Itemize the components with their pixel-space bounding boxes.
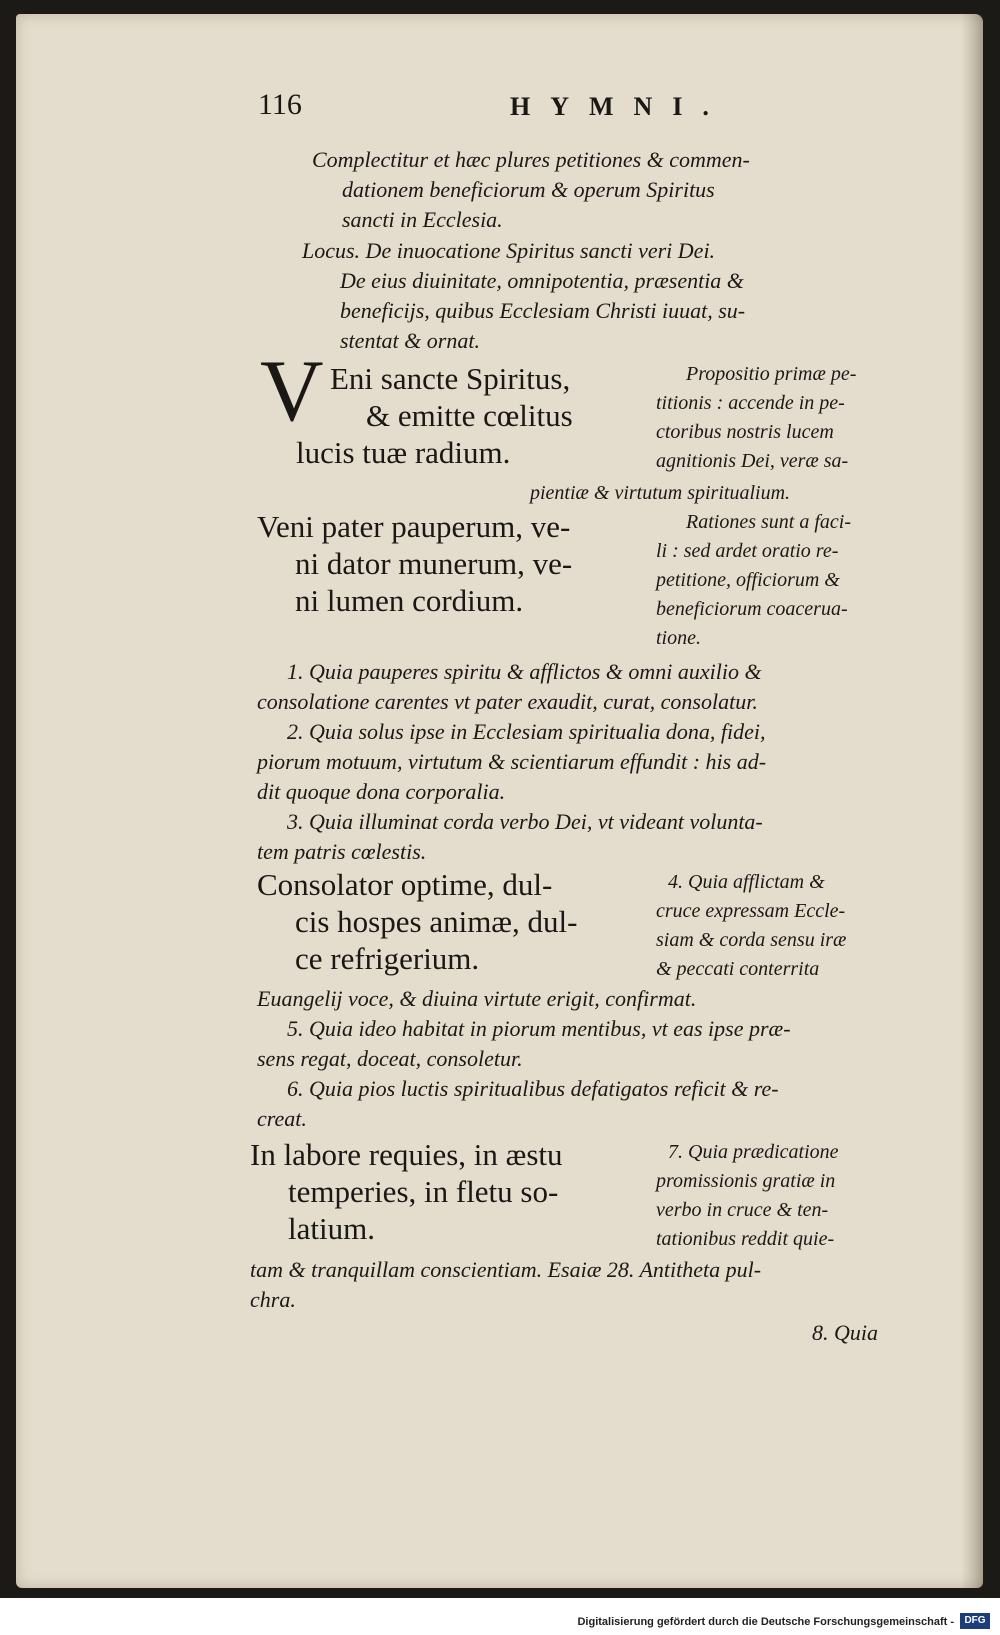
text-line: consolatione carentes vt pater exaudit, curat, consolatur. <box>257 689 758 714</box>
margin-note-1-tail <box>530 478 790 508</box>
reasons-4-6 <box>257 984 791 1134</box>
verse-stanza-4 <box>250 1136 563 1247</box>
text-line: Propositio primæ pe- <box>686 363 857 385</box>
text-line: ctoribus nostris lucem <box>656 421 834 443</box>
reasons-1-3 <box>257 657 766 867</box>
text-line: promissionis gratiæ in <box>656 1170 836 1192</box>
text-line: 7. Quia prædicatione <box>668 1141 839 1163</box>
text-line: 4. Quia afflictam & <box>668 871 825 893</box>
text-line: li : sed ardet oratio re- <box>656 540 839 562</box>
page-number: 116 <box>258 88 302 121</box>
verse-line: cis hospes animæ, dul- <box>295 904 578 939</box>
text-line: tationibus reddit quie- <box>656 1228 835 1250</box>
margin-note-3 <box>656 868 846 984</box>
funding-credit: Digitalisierung gefördert durch die Deutsche Forschungsgemeinschaft - <box>577 1616 954 1628</box>
drop-capital: V <box>260 343 324 440</box>
text-line: Rationes sunt a faci- <box>686 511 851 533</box>
verse-line: ni dator munerum, ve- <box>295 546 573 581</box>
verse-stanza-3 <box>257 866 577 977</box>
text-line: siam & corda sensu iræ <box>656 929 847 951</box>
intro-paragraph <box>312 145 750 235</box>
text-line: petitione, officiorum & <box>656 569 840 591</box>
catchword: 8. Quia <box>812 1320 878 1345</box>
margin-note-2 <box>656 508 851 653</box>
text-line: cruce expressam Eccle- <box>656 900 846 922</box>
verse-line: ni lumen cordium. <box>295 583 524 618</box>
margin-note-4 <box>656 1138 839 1254</box>
text-line: Locus. De inuocatione Spiritus sancti veri Dei. <box>302 238 716 263</box>
text-line: creat. <box>257 1106 307 1131</box>
margin-note-1 <box>656 360 856 476</box>
text-line: 1. Quia pauperes spiritu & afflictos & omni auxilio & <box>287 659 762 684</box>
verse-stanza-2 <box>257 508 572 619</box>
verse-stanza-1 <box>330 360 573 434</box>
text-line: chra. <box>250 1287 296 1312</box>
closing-paragraph <box>250 1255 761 1315</box>
text-line: tem patris cœlestis. <box>257 839 427 864</box>
text-line: De eius diuinitate, omnipotentia, præsentia & <box>340 268 744 293</box>
text-line: 6. Quia pios luctis spiritualibus defatigatos reficit & re- <box>287 1076 779 1101</box>
text-line: stentat & ornat. <box>340 328 480 353</box>
dfg-logo: DFG <box>960 1613 990 1629</box>
text-line: pientiæ & virtutum spiritualium. <box>530 482 791 504</box>
text-line: tione. <box>656 627 701 649</box>
verse-line: Consolator optime, dul- <box>257 867 553 902</box>
verse-line: In labore requies, in æstu <box>250 1137 563 1172</box>
verse-line: latium. <box>288 1211 375 1246</box>
verse-line: Veni pater pauperum, ve- <box>257 509 571 544</box>
text-line: Complectitur et hæc plures petitiones & commen- <box>312 147 750 172</box>
text-line: agnitionis Dei, veræ sa- <box>656 450 849 472</box>
page-edge-shadow <box>961 14 983 1588</box>
text-line: beneficijs, quibus Ecclesiam Christi iuuat, su- <box>340 298 746 323</box>
verse-line: ce refrigerium. <box>295 941 480 976</box>
locus-paragraph <box>302 236 745 356</box>
text-line: titionis : accende in pe- <box>656 392 845 414</box>
verse-line: lucis tuæ radium. <box>296 435 511 470</box>
text-line: beneficiorum coacerua- <box>656 598 848 620</box>
text-line: & peccati conterrita <box>656 958 820 980</box>
text-line: Euangelij voce, & diuina virtute erigit, confirmat. <box>257 986 697 1011</box>
text-line: sancti in Ecclesia. <box>342 207 503 232</box>
text-line: sens regat, doceat, consoletur. <box>257 1046 523 1071</box>
verse-line: & emitte cœlitus <box>366 398 573 433</box>
text-line: dationem beneficiorum & operum Spiritus <box>342 177 715 202</box>
verse-line: Eni sancte Spiritus, <box>330 361 571 396</box>
text-line: dit quoque dona corporalia. <box>257 779 506 804</box>
text-line: tam & tranquillam conscientiam. Esaiæ 28. Antitheta pul- <box>250 1257 762 1282</box>
running-title: HYMNI. <box>510 92 729 121</box>
text-line: piorum motuum, virtutum & scientiarum effundit : his ad- <box>257 749 767 774</box>
verse-stanza-1-end <box>296 434 510 471</box>
text-line: 5. Quia ideo habitat in piorum mentibus, vt eas ipse præ- <box>287 1016 791 1041</box>
verse-line: temperies, in fletu so- <box>288 1174 559 1209</box>
text-line: verbo in cruce & ten- <box>656 1199 829 1221</box>
text-line: 2. Quia solus ipse in Ecclesiam spiritualia dona, fidei, <box>287 719 766 744</box>
text-line: 3. Quia illuminat corda verbo Dei, vt videant volunta- <box>287 809 763 834</box>
